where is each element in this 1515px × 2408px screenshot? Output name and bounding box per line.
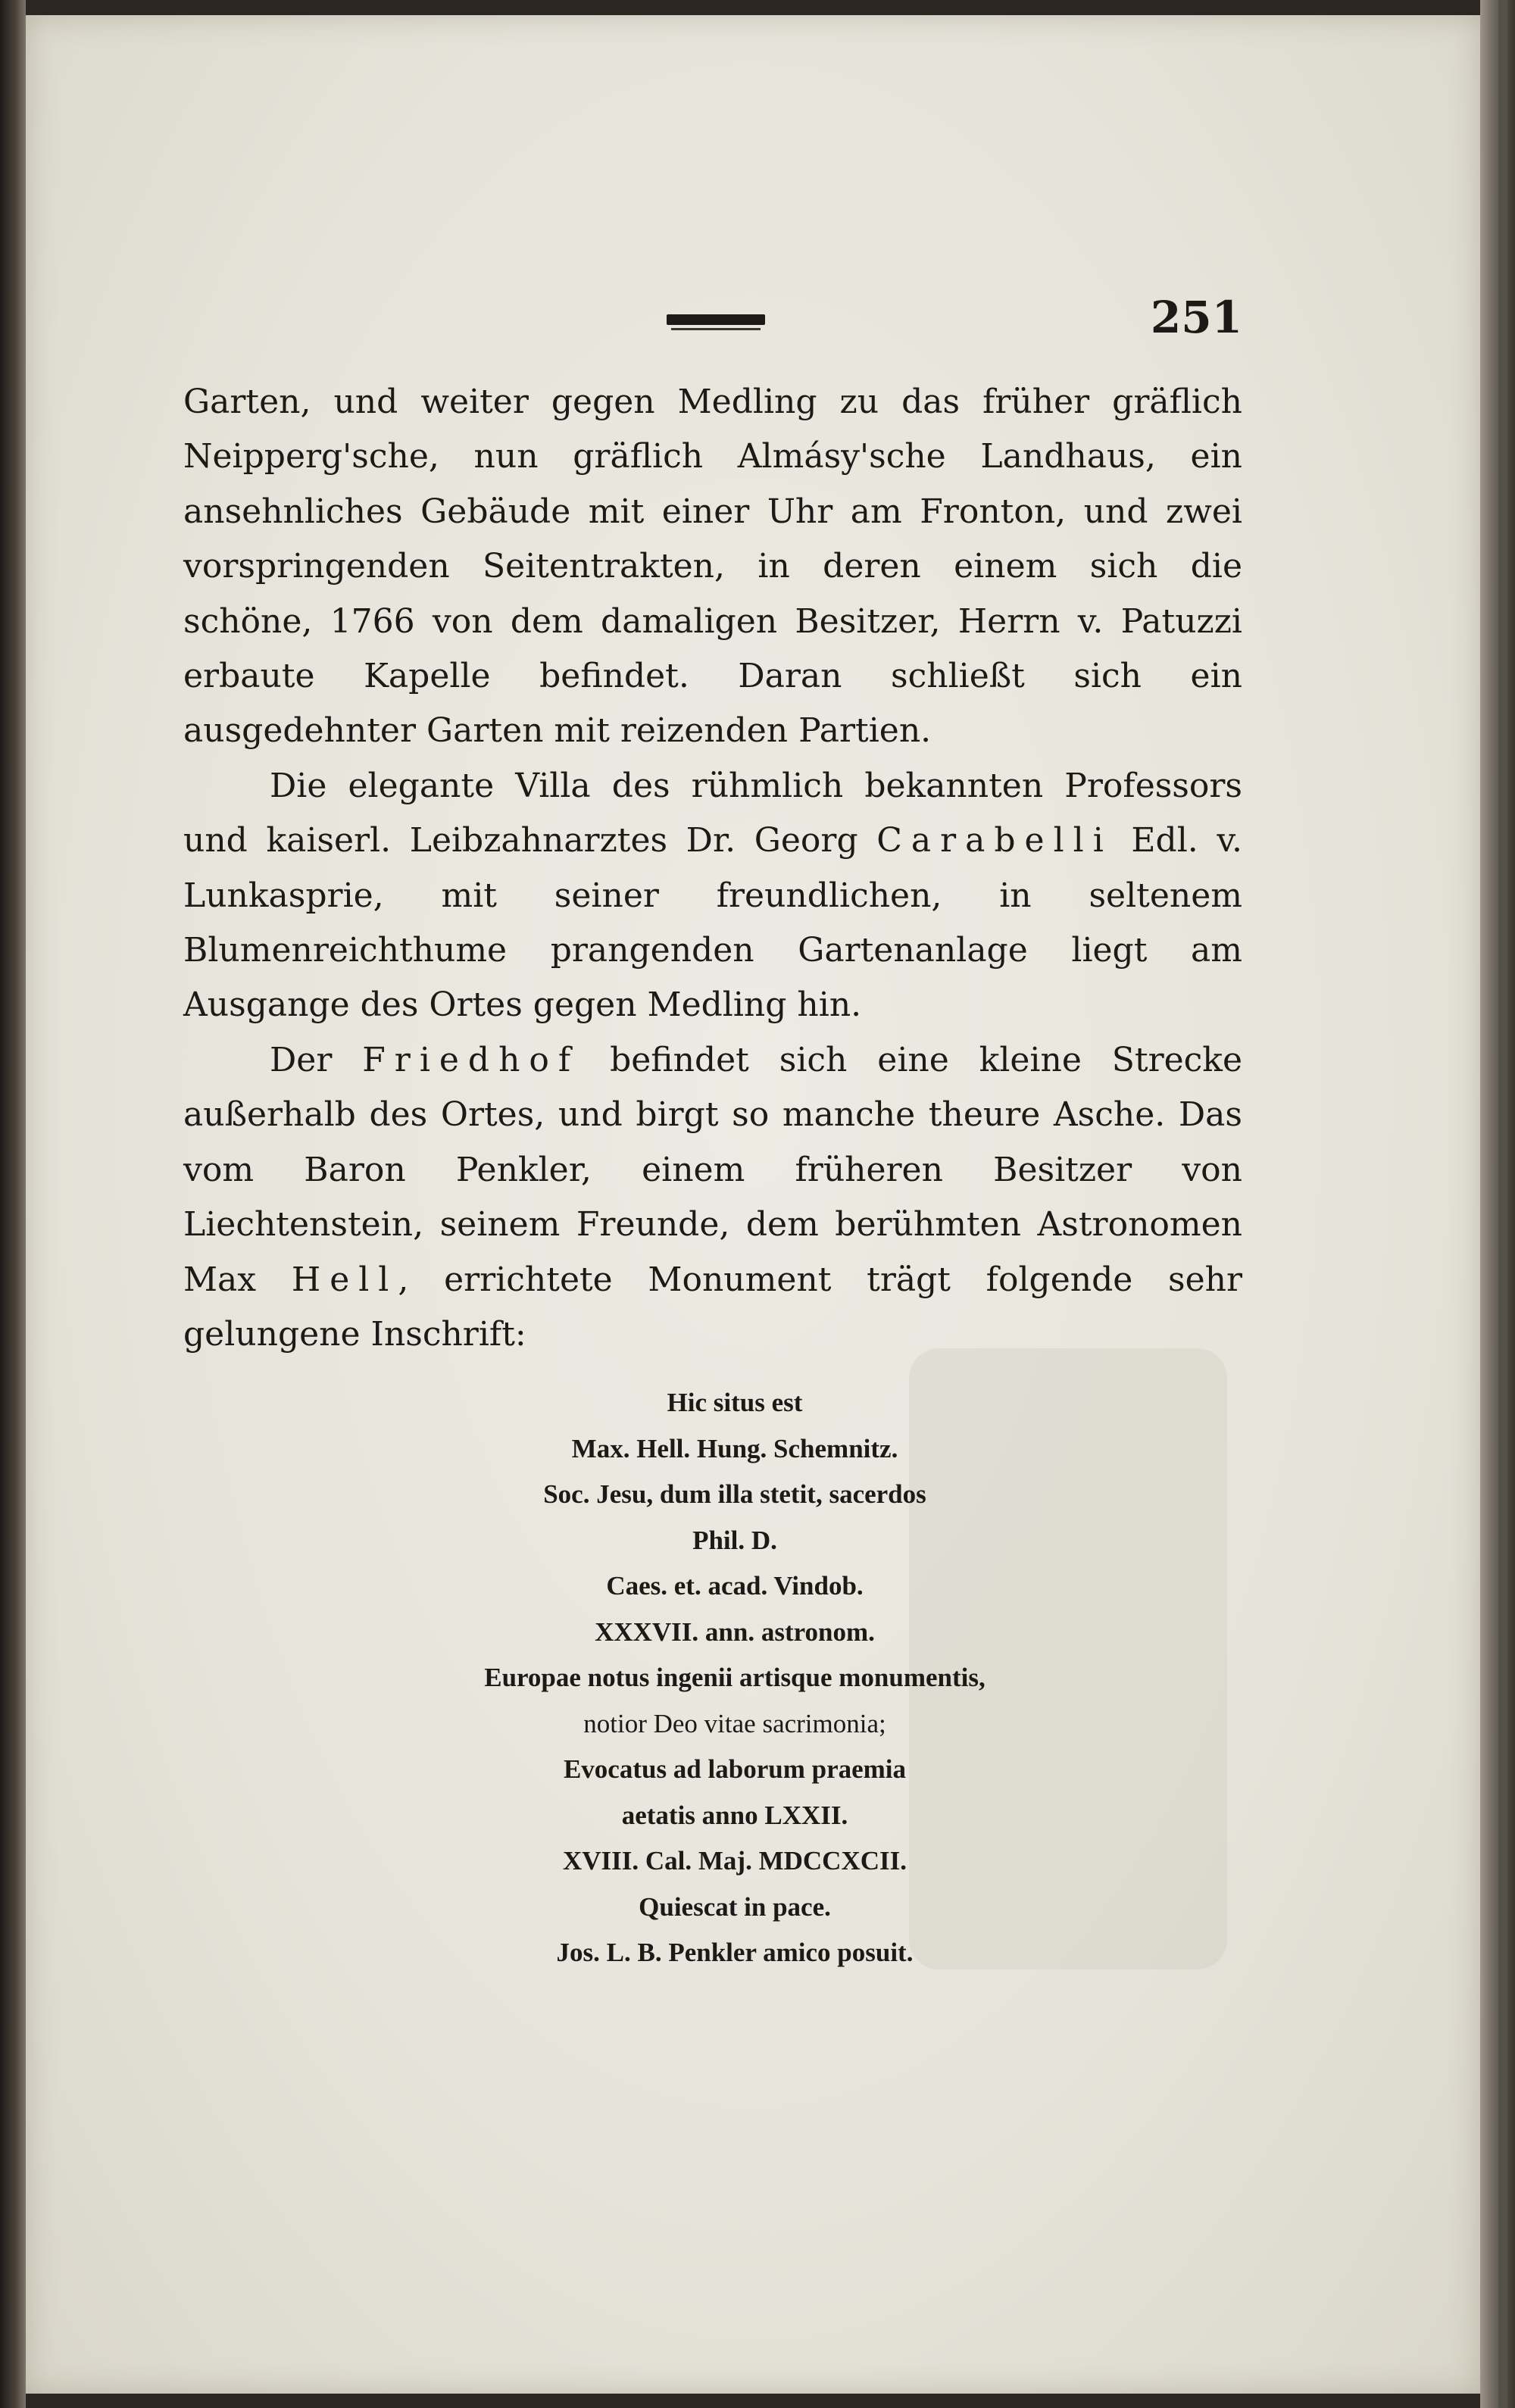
name-hell: Hell [291, 1260, 398, 1299]
inscription-line: Max. Hell. Hung. Schemnitz. [571, 1433, 898, 1463]
inscription-line: aetatis anno LXXII. [621, 1800, 848, 1830]
inscription-line: Jos. L. B. Penkler amico posuit. [556, 1938, 914, 1967]
inscription-line: Evocatus ad laborum praemia [563, 1754, 907, 1784]
book-spine [0, 0, 26, 2408]
paragraph-3-middle: befindet sich eine kleine Strecke außerhalb des Ortes, und birgt so manche theure Asche. Das vom Baron Penkler, einem früheren Besitzer von Liechtenstein, seinem Freunde, dem berühmten Astronomen Max [183, 1040, 1243, 1299]
inscription-line: XXXVII. ann. astronom. [595, 1616, 875, 1647]
paragraph-3-start: Der [270, 1040, 363, 1079]
paragraph-3-end: , errichtete Monument trägt folgende sehr gelungene Inschrift: [183, 1260, 1242, 1354]
inscription-line: Soc. Jesu, dum illa stetit, sacerdos [543, 1479, 926, 1509]
page-edge [1480, 0, 1515, 2408]
inscription-line: Quiescat in pace. [639, 1891, 831, 1922]
header-rule [667, 314, 765, 325]
term-friedhof: Friedhof [362, 1040, 580, 1079]
page-edge-shadow [1498, 0, 1507, 2408]
paragraph-2-end: Edl. v. Lunkasprie, mit seiner freundlichen, in seltenem Blumenreichthume prangenden Gartenanlage liegt am Ausgange des Ortes gegen Medling hin. [183, 821, 1242, 1025]
inscription-line: notior Deo vitae sacrimonia; [583, 1708, 886, 1738]
body-text [183, 375, 1242, 1362]
inscription-line: XVIII. Cal. Maj. MDCCXCII. [562, 1846, 907, 1875]
inscription-line: Phil. D. [692, 1525, 777, 1555]
page-number: 251 [1150, 292, 1242, 343]
paragraph-2 [183, 759, 1242, 1033]
paragraph-1: Garten, und weiter gegen Medling zu das früher gräflich Neipperg'sche, nun gräflich Almásy'sche Landhaus, ein ansehnliches Gebäude mit einer Uhr am Fronton, und zwei vorspringenden Seitentrakten, in deren einem sich die schöne, 1766 von dem damaligen Besitzer, Herrn v. Patuzzi erbaute Kapelle befindet. Daran schließt sich ein ausgedehnter Garten mit reizenden Partien. [183, 383, 1242, 751]
paragraph-2-start: Die elegante Villa des rühmlich bekannten Professors und kaiserl. Leibzahnarztes Dr. Georg [183, 766, 1242, 860]
latin-inscription [333, 1380, 1136, 1976]
name-carabelli: Carabelli [876, 821, 1113, 860]
paragraph-3 [183, 1033, 1242, 1362]
inscription-line: Hic situs est [667, 1388, 803, 1417]
inscription-line: Europae notus ingenii artisque monumentis, [484, 1663, 986, 1692]
page-header [667, 292, 1242, 352]
inscription-line: Caes. et. acad. Vindob. [606, 1571, 864, 1601]
